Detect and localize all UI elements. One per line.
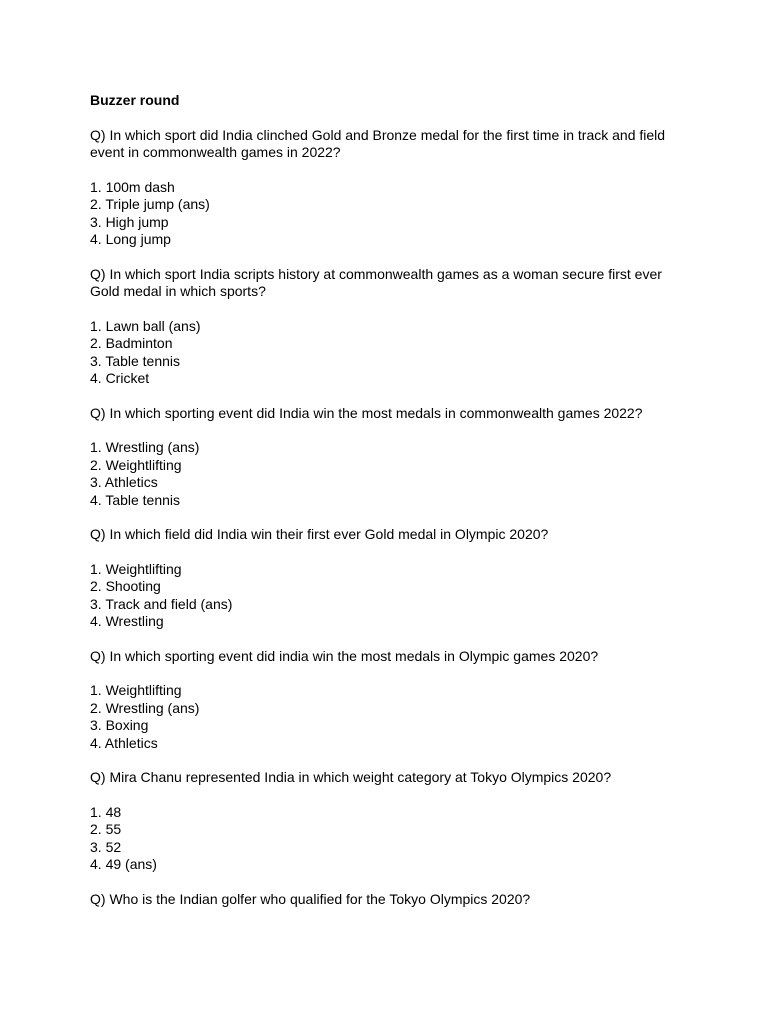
- options-list-4: [90, 561, 690, 631]
- options-list-1: [90, 179, 690, 249]
- question-6: Q) Mira Chanu represented India in which weight category at Tokyo Olympics 2020?: [90, 769, 612, 785]
- option-item: 1. Wrestling (ans): [90, 439, 200, 455]
- option-item: 4. Wrestling: [90, 613, 164, 629]
- option-item: 4. Long jump: [90, 231, 171, 247]
- option-item: 2. Badminton: [90, 335, 173, 351]
- option-item: 3. Track and field (ans): [90, 595, 233, 612]
- option-item: 3. Athletics: [90, 474, 158, 490]
- option-item: 1. Weightlifting: [90, 682, 182, 698]
- question-4: Q) In which field did India win their first ever Gold medal in Olympic 2020?: [90, 526, 549, 542]
- option-item: 2. Triple jump (ans): [90, 196, 210, 212]
- section-heading: Buzzer round: [90, 92, 180, 108]
- document-page: [90, 92, 690, 908]
- options-list-5: [90, 682, 690, 752]
- option-item: 2. Weightlifting: [90, 456, 182, 473]
- option-item: 2. Wrestling (ans): [90, 699, 200, 716]
- question-3: Q) In which sporting event did India win the most medals in commonwealth games 2022?: [90, 404, 643, 421]
- option-item: 1. Weightlifting: [90, 560, 182, 577]
- option-item: 3. Boxing: [90, 717, 149, 733]
- options-list-3: [90, 439, 690, 509]
- option-item: 1. Lawn ball (ans): [90, 317, 201, 334]
- option-item: 2. Shooting: [90, 578, 161, 594]
- question-7: Q) Who is the Indian golfer who qualified for the Tokyo Olympics 2020?: [90, 890, 531, 907]
- option-item: 4. Athletics: [90, 734, 158, 751]
- option-item: 2. 55: [90, 821, 122, 837]
- option-item: 1. 100m dash: [90, 178, 175, 195]
- option-item: 4. Cricket: [90, 370, 150, 386]
- option-item: 3. High jump: [90, 213, 169, 230]
- option-item: 3. 52: [90, 838, 122, 855]
- options-list-2: [90, 318, 690, 388]
- option-item: 3. Table tennis: [90, 352, 181, 369]
- question-5: Q) In which sporting event did india win the most medals in Olympic games 2020?: [90, 647, 599, 664]
- option-item: 4. 49 (ans): [90, 856, 157, 872]
- options-list-6: [90, 804, 690, 874]
- option-item: 1. 48: [90, 803, 122, 820]
- question-2: Q) In which sport India scripts history at commonwealth games as a woman secure first ever Gold medal in which sports?: [90, 265, 662, 299]
- option-item: 4. Table tennis: [90, 491, 181, 508]
- question-1: Q) In which sport did India clinched Gold and Bronze medal for the first time in track and field event in commonwealth games in 2022?: [90, 126, 666, 160]
